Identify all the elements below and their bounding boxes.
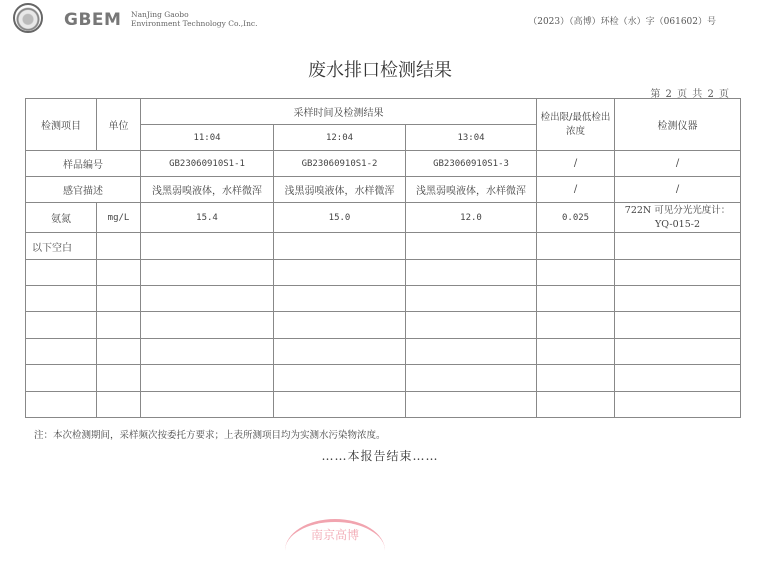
cell-value: 浅黑弱嗅液体，水样微浑 [141, 177, 274, 203]
cell-unit: mg/L [97, 203, 141, 233]
cell-value: 12.0 [406, 203, 537, 233]
table-header-row [26, 99, 741, 125]
cell-instrument: 722N 可见分光光度计：YQ-015-2 [615, 203, 741, 233]
cell-limit: / [537, 177, 615, 203]
report-number: （2023）（高博）环检（水）字（061602）号 [528, 17, 716, 27]
time-2: 12:04 [274, 125, 406, 151]
header-item: 检测项目 [26, 99, 97, 151]
table-row [26, 203, 741, 233]
blank-row [26, 286, 741, 312]
seal-text: 南京高博 [310, 528, 359, 542]
footnote: 注：本次检测期间，采样频次按委托方要求；上表所测项目均为实测水污染物浓度。 [34, 430, 386, 441]
cell-limit: / [537, 151, 615, 177]
row-item: 氨氮 [26, 203, 97, 233]
cell-value: 15.4 [141, 203, 274, 233]
blank-row [26, 365, 741, 392]
time-3: 13:04 [406, 125, 537, 151]
table-row [26, 177, 741, 203]
row-item: 样品编号 [26, 151, 141, 177]
cell-value: GB23060910S1-2 [274, 151, 406, 177]
blank-row [26, 260, 741, 286]
header-unit: 单位 [97, 99, 141, 151]
cell-instrument: / [615, 177, 741, 203]
logo-text: GBEM [64, 10, 122, 30]
report-header [0, 0, 760, 40]
company-line-2: Environment Technology Co.,Inc. [131, 19, 258, 28]
cell-value: 浅黑弱嗅液体，水样微浑 [274, 177, 406, 203]
table-row [26, 233, 741, 260]
company-logo-icon [13, 3, 43, 33]
cell-limit: 0.025 [537, 203, 615, 233]
header-sampling: 采样时间及检测结果 [141, 99, 537, 125]
time-1: 11:04 [141, 125, 274, 151]
cell-value: 浅黑弱嗅液体，水样微浑 [406, 177, 537, 203]
cell-value: GB23060910S1-1 [141, 151, 274, 177]
blank-row [26, 339, 741, 365]
page-title: 废水排口检测结果 [308, 60, 452, 81]
end-of-report: ……本报告结束…… [321, 449, 439, 463]
cell-instrument: / [615, 151, 741, 177]
results-table [25, 98, 741, 418]
header-instrument: 检测仪器 [615, 99, 741, 151]
seal-stamp-icon [285, 519, 385, 582]
company-line-1: NanJing Gaobo [131, 10, 189, 19]
header-limit: 检出限/最低检出浓度 [537, 99, 615, 151]
row-item: 以下空白 [26, 233, 97, 260]
page-number: 第 2 页 共 2 页 [650, 89, 730, 100]
cell-value: 15.0 [274, 203, 406, 233]
blank-row [26, 312, 741, 339]
blank-row [26, 392, 741, 418]
cell-value: GB23060910S1-3 [406, 151, 537, 177]
table-row [26, 151, 741, 177]
company-name [131, 10, 258, 28]
row-item: 感官描述 [26, 177, 141, 203]
